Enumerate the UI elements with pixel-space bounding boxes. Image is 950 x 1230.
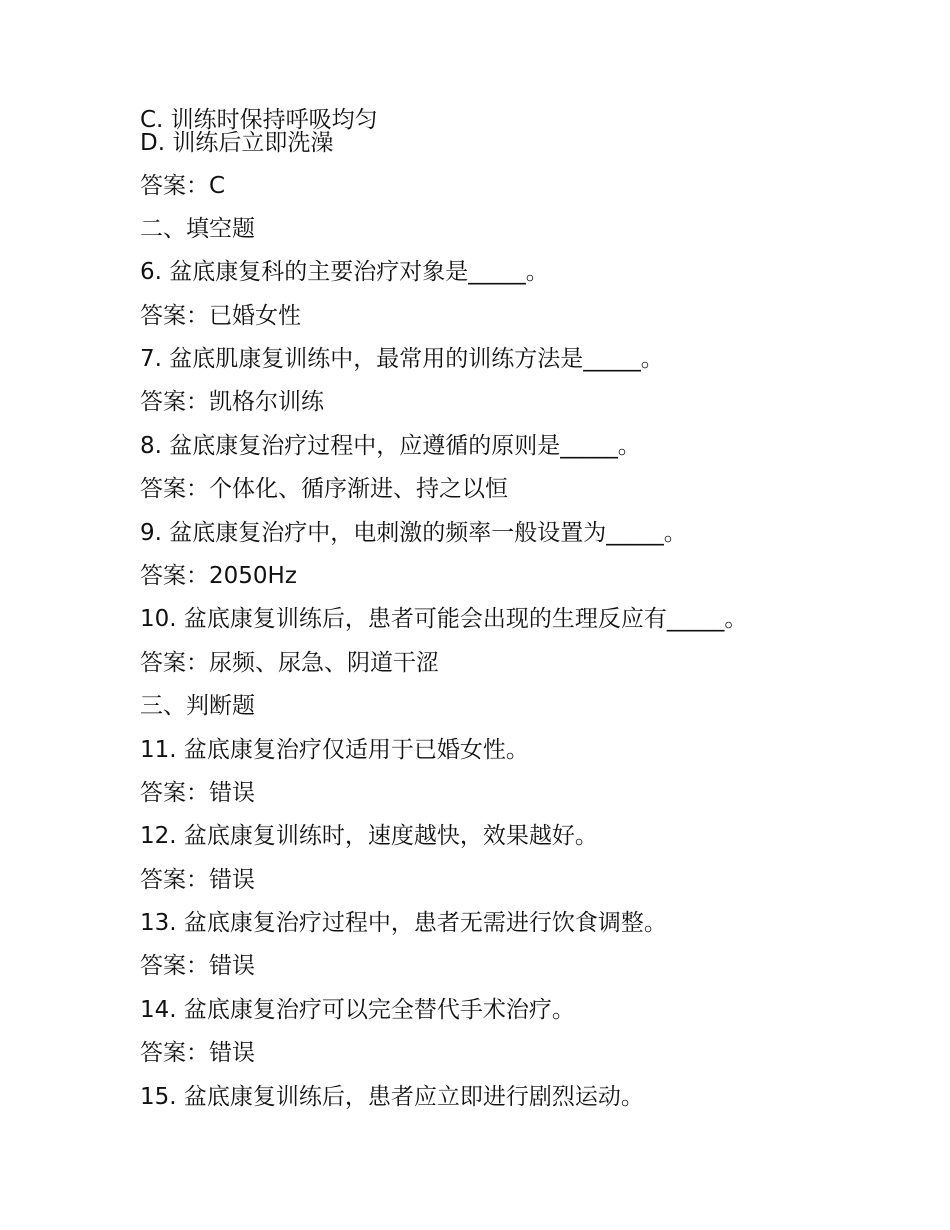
question-11: 11. 盆底康复治疗仅适用于已婚女性。 (140, 737, 529, 763)
answer-5: 答案：C (140, 173, 226, 199)
question-14: 14. 盆底康复治疗可以完全替代手术治疗。 (140, 997, 575, 1023)
option-d: D. 训练后立即洗澡 (140, 130, 334, 156)
answer-11: 答案：错误 (140, 780, 255, 806)
question-9: 9. 盆底康复治疗中，电刺激的频率一般设置为_____。 (140, 520, 687, 546)
answer-6: 答案：已婚女性 (140, 303, 301, 329)
answer-9: 答案：2050Hz (140, 563, 297, 589)
section-heading-true-false: 三、判断题 (140, 693, 255, 719)
question-6: 6. 盆底康复科的主要治疗对象是_____。 (140, 259, 549, 285)
question-7: 7. 盆底肌康复训练中，最常用的训练方法是_____。 (140, 346, 664, 372)
section-heading-fill-in: 二、填空题 (140, 216, 255, 242)
answer-8: 答案：个体化、循序渐进、持之以恒 (140, 476, 508, 502)
answer-10: 答案：尿频、尿急、阴道干涩 (140, 650, 439, 676)
question-12: 12. 盆底康复训练时，速度越快，效果越好。 (140, 823, 598, 849)
question-8: 8. 盆底康复治疗过程中，应遵循的原则是_____。 (140, 433, 641, 459)
answer-7: 答案：凯格尔训练 (140, 389, 324, 415)
option-c: C. 训练时保持呼吸均匀 (140, 107, 378, 133)
answer-14: 答案：错误 (140, 1040, 255, 1066)
question-15: 15. 盆底康复训练后，患者应立即进行剧烈运动。 (140, 1084, 644, 1110)
answer-13: 答案：错误 (140, 953, 255, 979)
answer-12: 答案：错误 (140, 867, 255, 893)
question-10: 10. 盆底康复训练后，患者可能会出现的生理反应有_____。 (140, 606, 748, 632)
question-13: 13. 盆底康复治疗过程中，患者无需进行饮食调整。 (140, 910, 667, 936)
